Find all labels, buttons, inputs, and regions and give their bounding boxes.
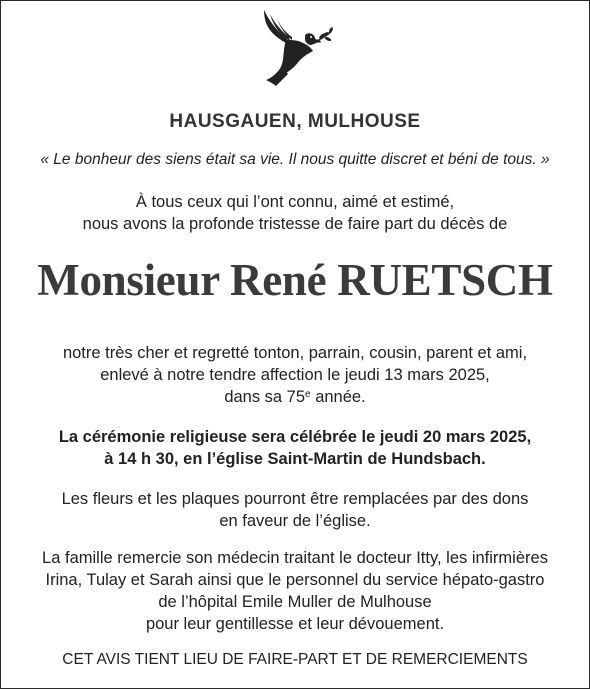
flowers-line-1: Les fleurs et les plaques pourront être remplacées par des dons — [61, 490, 529, 508]
flowers-line-2: en faveur de l’église. — [219, 512, 371, 530]
thanks-line-2: Irina, Tulay et Sarah ainsi que le personnel du service hépato-gastro — [45, 571, 545, 589]
dove-icon — [256, 8, 334, 88]
deceased-name: Monsieur René RUETSCH — [37, 255, 553, 305]
location-heading: HAUSGAUEN, MULHOUSE — [169, 111, 421, 132]
relation-line-1: notre très cher et regretté tonton, parrain, cousin, parent et ami, — [62, 344, 528, 362]
age-line — [0, 386, 590, 408]
thanks-line-3: de l’hôpital Emile Muller de Mulhouse — [158, 593, 432, 611]
intro-line-1: À tous ceux qui l’ont connu, aimé et estimé, — [135, 193, 455, 211]
footer-note: CET AVIS TIENT LIEU DE FAIRE-PART ET DE REMERCIEMENTS — [62, 651, 528, 668]
thanks-line-4: pour leur gentillesse et leur dévouement. — [145, 615, 445, 633]
relation-line-2: enlevé à notre tendre affection le jeudi 13 mars 2025, — [100, 366, 490, 384]
ceremony-line-1: La cérémonie religieuse sera célébrée le jeudi 20 mars 2025, — [58, 428, 532, 446]
intro-line-2: nous avons la profonde tristesse de faire part du décès de — [82, 215, 508, 233]
age-superscript: e — [305, 389, 311, 400]
ceremony-line-2: à 14 h 30, en l’église Saint-Martin de Hundsbach. — [104, 450, 486, 468]
age-suffix: année. — [310, 388, 366, 406]
age-prefix: dans sa 75 — [224, 388, 306, 406]
thanks-line-1: La famille remercie son médecin traitant le docteur Itty, les infirmières — [42, 549, 548, 567]
epigraph-quote: « Le bonheur des siens était sa vie. Il nous quitte discret et béni de tous. » — [40, 151, 550, 168]
